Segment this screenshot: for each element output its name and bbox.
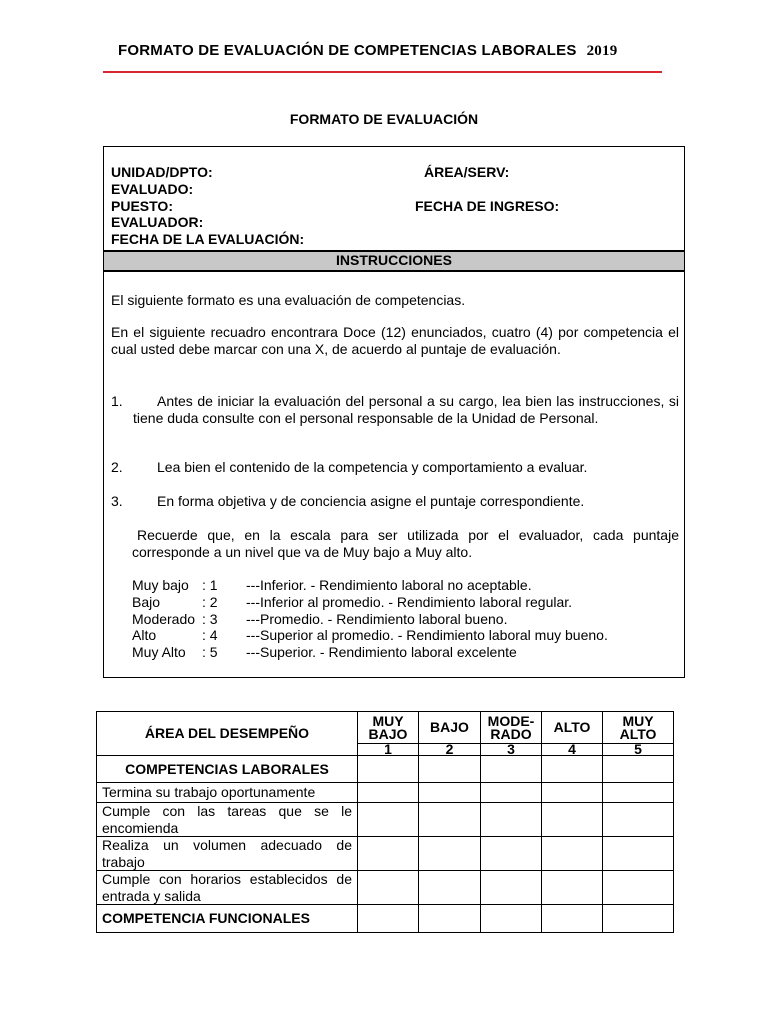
score-cell[interactable] <box>358 837 419 871</box>
level-number: 2 <box>419 744 481 756</box>
field-area-serv: ÁREA/SERV: <box>424 164 510 180</box>
scale-row <box>132 594 572 611</box>
scale-label: Alto <box>132 627 157 643</box>
score-cell[interactable] <box>481 905 542 933</box>
score-cell[interactable] <box>603 871 674 905</box>
score-cell[interactable] <box>542 803 603 837</box>
score-cell[interactable] <box>419 871 481 905</box>
table-row <box>97 783 674 803</box>
header-divider <box>103 71 662 73</box>
section-label-funcionales: COMPETENCIA FUNCIONALES <box>97 905 358 933</box>
field-unidad: UNIDAD/DPTO: <box>111 164 213 180</box>
instructions-heading: INSTRUCCIONES <box>104 250 684 272</box>
score-cell[interactable] <box>358 783 419 803</box>
section-row-laborales <box>97 756 674 783</box>
instruction-item-text: En forma objetiva y de conciencia asigne el puntaje correspondiente. <box>157 493 585 509</box>
score-cell[interactable] <box>603 803 674 837</box>
scale-label: Muy Alto <box>132 644 186 660</box>
field-evaluador: EVALUADOR: <box>111 214 204 230</box>
score-cell[interactable] <box>542 756 603 783</box>
scale-value: : 4 <box>202 627 218 643</box>
instruction-item-2 <box>111 459 679 476</box>
scale-description: ---Superior al promedio. - Rendimiento laboral muy bueno. <box>246 627 608 643</box>
header-title <box>118 42 617 60</box>
scale-label: Muy bajo <box>132 577 189 593</box>
criterion-label: Cumple con las tareas que se le encomienda <box>97 803 358 837</box>
instruction-item-number: 1. <box>111 393 123 409</box>
criterion-label: Termina su trabajo oportunamente <box>97 783 358 803</box>
scale-label: Moderado <box>132 611 196 627</box>
score-cell[interactable] <box>603 756 674 783</box>
scale-row <box>132 627 608 644</box>
table-row <box>97 803 674 837</box>
scale-row <box>132 611 507 628</box>
level-header-bajo: BAJO <box>419 712 481 744</box>
section-row-funcionales <box>97 905 674 933</box>
scale-description: ---Inferior. - Rendimiento laboral no aceptable. <box>246 577 532 593</box>
score-cell[interactable] <box>542 837 603 871</box>
score-cell[interactable] <box>358 756 419 783</box>
level-header-moderado: MODE-RADO <box>481 712 542 744</box>
level-number: 4 <box>542 744 603 756</box>
scale-value: : 5 <box>202 644 218 660</box>
scale-description: ---Promedio. - Rendimiento laboral bueno. <box>246 611 508 627</box>
section-label-laborales: COMPETENCIAS LABORALES <box>97 756 358 783</box>
scale-row <box>132 644 517 661</box>
instruction-item-text: Lea bien el contenido de la competencia y comportamiento a evaluar. <box>157 459 588 475</box>
score-cell[interactable] <box>358 871 419 905</box>
scale-value: : 3 <box>202 611 218 627</box>
table-row <box>97 837 674 871</box>
field-puesto: PUESTO: <box>111 198 173 214</box>
score-cell[interactable] <box>481 803 542 837</box>
field-evaluado: EVALUADO: <box>111 181 194 197</box>
score-cell[interactable] <box>542 905 603 933</box>
scale-label: Bajo <box>132 594 161 610</box>
instruction-item-text: Antes de iniciar la evaluación del personal a su cargo, lea bien las instrucciones, si tiene duda consulte con el personal responsable de la Unidad de Personal. <box>133 393 679 426</box>
scale-description: ---Superior. - Rendimiento laboral excelente <box>246 644 517 660</box>
level-number: 3 <box>481 744 542 756</box>
score-cell[interactable] <box>419 783 481 803</box>
score-cell[interactable] <box>419 905 481 933</box>
score-cell[interactable] <box>481 756 542 783</box>
score-cell[interactable] <box>481 783 542 803</box>
scale-description: ---Inferior al promedio. - Rendimiento laboral regular. <box>246 594 573 610</box>
area-header: ÁREA DEL DESEMPEÑO <box>97 712 358 756</box>
field-fecha-ingreso: FECHA DE INGRESO: <box>415 198 560 214</box>
score-cell[interactable] <box>603 783 674 803</box>
level-header-muy-bajo: MUY BAJO <box>358 712 419 744</box>
table-row <box>97 871 674 905</box>
level-number: 1 <box>358 744 419 756</box>
criterion-label: Cumple con horarios establecidos de entrada y salida <box>97 871 358 905</box>
score-cell[interactable] <box>419 756 481 783</box>
score-cell[interactable] <box>419 837 481 871</box>
field-fecha-evaluacion: FECHA DE LA EVALUACIÓN: <box>111 231 305 247</box>
level-header-alto: ALTO <box>542 712 603 744</box>
header-title-text: FORMATO DE EVALUACIÓN DE COMPETENCIAS LABORALES <box>118 42 577 59</box>
evaluation-table <box>96 711 674 933</box>
level-header-muy-alto: MUY ALTO <box>603 712 674 744</box>
scale-value: : 2 <box>202 594 218 610</box>
score-cell[interactable] <box>603 837 674 871</box>
evaluation-info-box <box>103 146 685 678</box>
score-cell[interactable] <box>481 871 542 905</box>
score-cell[interactable] <box>542 783 603 803</box>
document-title: FORMATO DE EVALUACIÓN <box>289 111 479 127</box>
score-cell[interactable] <box>542 871 603 905</box>
instruction-item-number: 3. <box>111 493 123 509</box>
header-year: 2019 <box>586 43 618 59</box>
criterion-label: Realiza un volumen adecuado de trabajo <box>97 837 358 871</box>
score-cell[interactable] <box>419 803 481 837</box>
instruction-item-3 <box>111 493 679 510</box>
score-cell[interactable] <box>603 905 674 933</box>
instructions-reminder: Recuerde que, en la escala para ser utilizada por el evaluador, cada puntaje corresponde a un nivel que va de Muy bajo a Muy alto. <box>132 527 679 560</box>
score-cell[interactable] <box>358 905 419 933</box>
level-number: 5 <box>603 744 674 756</box>
instruction-item-number: 2. <box>111 459 123 475</box>
score-cell[interactable] <box>358 803 419 837</box>
scale-row <box>132 577 532 594</box>
instructions-intro: El siguiente formato es una evaluación de competencias. <box>111 292 466 308</box>
score-cell[interactable] <box>481 837 542 871</box>
table-header-row <box>97 712 674 744</box>
instruction-item-1 <box>111 393 679 426</box>
instructions-paragraph: En el siguiente recuadro encontrara Doce (12) enunciados, cuatro (4) por competencia el cual usted debe marcar con una X, de acuerdo al puntaje de evaluación. <box>111 324 679 357</box>
scale-value: : 1 <box>202 577 218 593</box>
